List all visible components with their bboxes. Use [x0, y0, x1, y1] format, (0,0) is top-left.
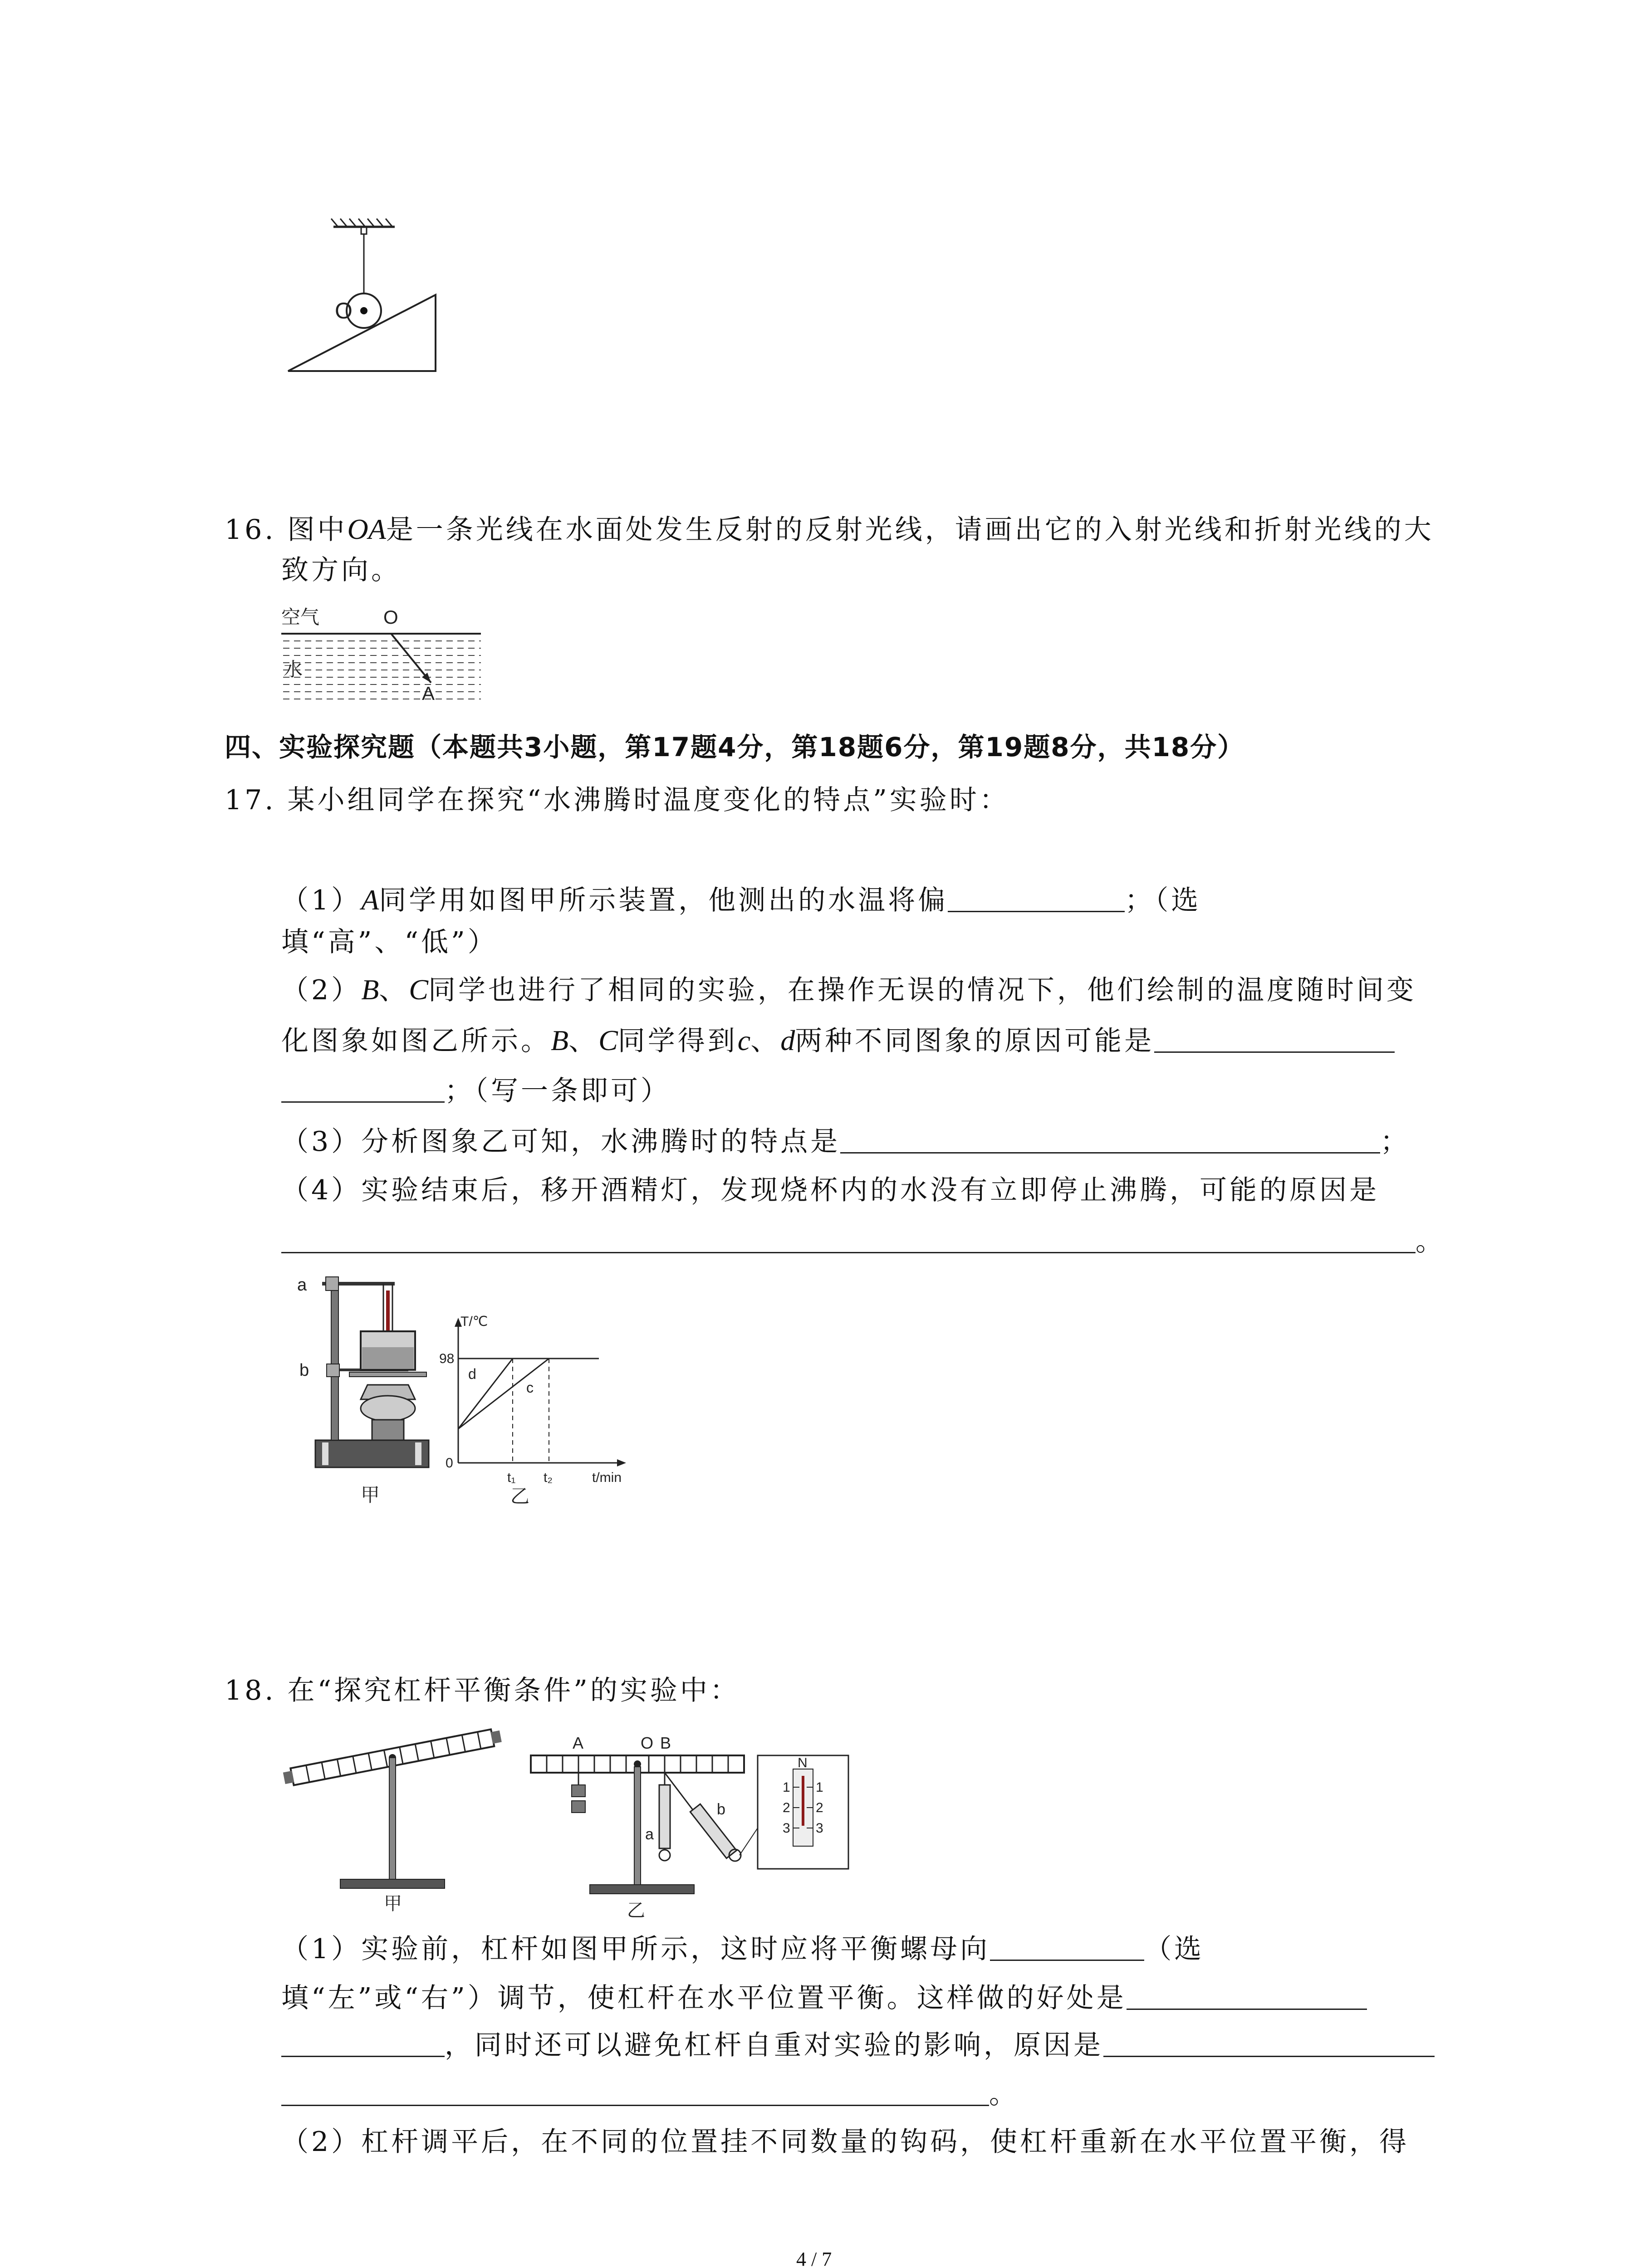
q18-part1-line4: 。 [281, 2073, 1019, 2113]
fig17-line-d: d [468, 1366, 476, 1382]
q17-stem: 17. 某小组同学在探究“水沸腾时温度变化的特点”实验时： [225, 784, 1009, 816]
fig18-label-b: b [717, 1801, 725, 1818]
q17-blank-3[interactable] [840, 1120, 1380, 1154]
q17-part1-line2: 填“高”、“低”） [281, 926, 498, 958]
figure-18-yi-balanced-lever [522, 1724, 867, 1919]
fig18-label-B: B [660, 1734, 671, 1752]
fig17-origin: 0 [446, 1456, 453, 1471]
fig17-x-tick-t1: t₁ [507, 1470, 516, 1485]
fig18-scale-tick-3-left: 3 [783, 1821, 790, 1836]
q17-number: 17. [225, 784, 276, 816]
q17-part4: （4）实验结束后，移开酒精灯，发现烧杯内的水没有立即停止沸腾，可能的原因是 [281, 1174, 1380, 1206]
fig18-scale-tick-2-right: 2 [816, 1800, 823, 1815]
fig18-label-O: O [641, 1734, 654, 1752]
fig18-scale-n: N [798, 1755, 808, 1770]
q17-blank-1[interactable] [948, 879, 1125, 912]
fig15-label-o: O [335, 298, 353, 323]
fig17-label-a: a [297, 1276, 307, 1295]
q18-blank-3b[interactable] [281, 2073, 989, 2106]
q17-blank-4[interactable] [281, 1220, 1416, 1253]
q17-part4-answer: 。 [281, 1220, 1445, 1261]
q16-line1: 16. 图中OA是一条光线在水面处发生反射的反射光线，请画出它的入射光线和折射光线的大 [225, 513, 1434, 546]
fig17-y-tick-98: 98 [439, 1351, 455, 1366]
fig17-x-tick-t2: t₂ [544, 1470, 553, 1485]
figure-16-water-surface [272, 601, 485, 705]
fig18-caption-jia: 甲 [384, 1894, 402, 1914]
q16-number: 16. [225, 514, 276, 546]
page-number: 4 / 7 [796, 2248, 832, 2268]
q17-part1-line1: （1）A同学用如图甲所示装置，他测出的水温将偏 ；（选 [281, 879, 1201, 919]
q18-part1-line2: 填“左”或“右”）调节，使杠杆在水平位置平衡。这样做的好处是 [281, 1977, 1367, 2017]
q17-part3: （3）分析图象乙可知，水沸腾时的特点是 ； [281, 1120, 1410, 1161]
fig17-line-c: c [526, 1379, 534, 1396]
figure-17-jia-apparatus [290, 1263, 440, 1517]
fig17-x-axis-label: t/min [592, 1470, 622, 1485]
section-4-heading: 四、实验探究题（本题共3小题，第17题4分，第18题6分，第19题8分，共18分） [225, 732, 1245, 763]
q18-part1-line1: （1）实验前，杠杆如图甲所示，这时应将平衡螺母向 （选 [281, 1928, 1204, 1968]
figure-18-jia-tilted-lever [281, 1712, 517, 1912]
fig17-label-b: b [299, 1361, 309, 1380]
q18-blank-1[interactable] [990, 1928, 1144, 1961]
q16-line2: 致方向。 [281, 554, 401, 586]
fig18-scale-tick-2-left: 2 [783, 1800, 790, 1815]
q17-blank-2a[interactable] [1154, 1020, 1395, 1053]
q18-blank-2b[interactable] [281, 2024, 445, 2057]
fig16-label-air: 空气 [281, 606, 320, 628]
fig17-caption-jia: 甲 [361, 1484, 380, 1505]
q18-blank-2a[interactable] [1127, 1977, 1367, 2010]
fig18-label-a: a [645, 1826, 654, 1843]
fig17-y-axis-label: T/℃ [460, 1314, 488, 1329]
q17-part2-line1: （2）B、C同学也进行了相同的实验，在操作无误的情况下，他们绘制的温度随时间变 [281, 973, 1416, 1006]
fig18-label-A: A [573, 1734, 584, 1752]
fig16-label-a: A [422, 683, 435, 704]
fig18-scale-tick-1-right: 1 [816, 1780, 823, 1795]
fig16-label-water: 水 [284, 659, 303, 680]
q18-part2: （2）杠杆调平后，在不同的位置挂不同数量的钩码，使杠杆重新在水平位置平衡，得 [281, 2126, 1410, 2158]
q17-blank-2b[interactable] [281, 1070, 445, 1103]
q18-number: 18. [225, 1675, 276, 1706]
q18-stem: 18. 在“探究杠杆平衡条件”的实验中： [225, 1675, 740, 1706]
q17-part2-line3: ；（写一条即可） [281, 1070, 671, 1110]
figure-17-yi-graph [436, 1313, 649, 1517]
q17-part2-line2: 化图象如图乙所示。B、C同学得到c、d两种不同图象的原因可能是 [281, 1020, 1395, 1060]
fig18-scale-tick-3-right: 3 [816, 1821, 823, 1836]
fig18-scale-tick-1-left: 1 [783, 1780, 790, 1795]
q18-blank-3a[interactable] [1103, 2024, 1435, 2057]
fig17-caption-yi: 乙 [510, 1486, 530, 1507]
figure-15-ball-on-incline [272, 218, 463, 381]
fig16-label-o: O [383, 606, 398, 628]
fig18-caption-yi: 乙 [627, 1901, 645, 1921]
q18-part1-line3: ，同时还可以避免杠杆自重对实验的影响，原因是 [281, 2024, 1435, 2064]
